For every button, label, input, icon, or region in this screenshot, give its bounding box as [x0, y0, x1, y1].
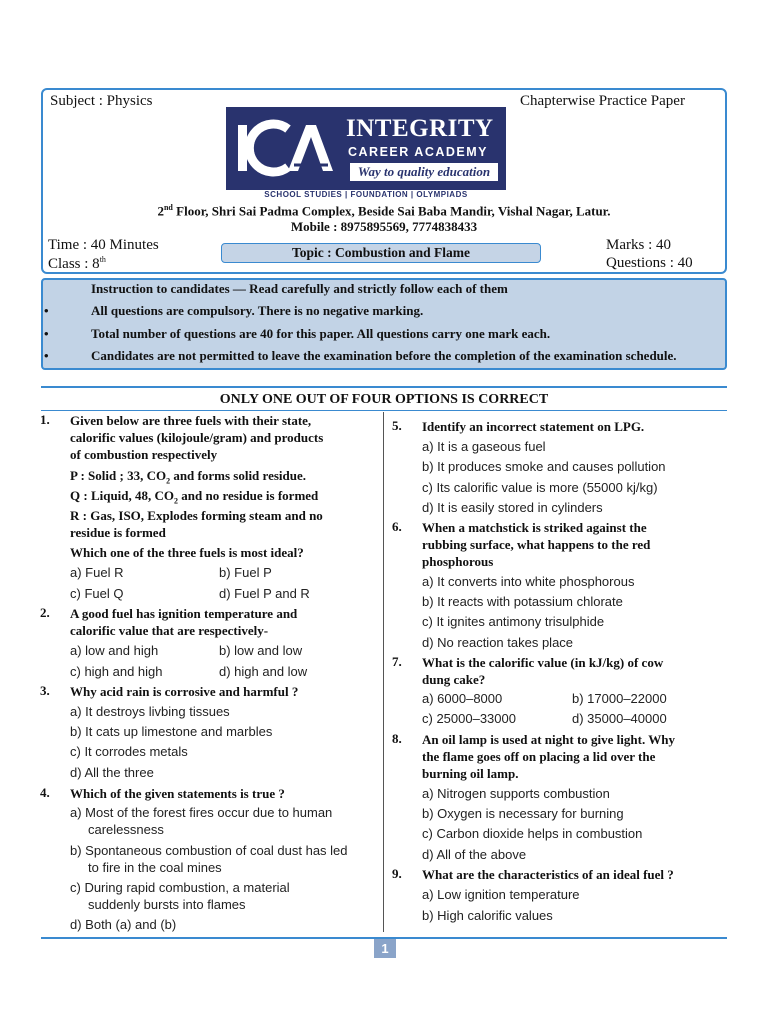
option[interactable]: d) It is easily stored in cylinders: [422, 500, 603, 515]
option[interactable]: c) high and high: [70, 664, 163, 679]
option[interactable]: c) During rapid combustion, a material: [70, 880, 290, 895]
marks-label: Marks : 40: [606, 237, 671, 253]
question-text: Given below are three fuels with their state, calorific values (kilojoule/gram) and products of combustion respectively: [70, 413, 324, 462]
fuel-r-line: R : Gas, ISO, Explodes forming steam and no residue is formed: [70, 508, 323, 540]
column-divider: [383, 412, 384, 932]
question-prompt: Which one of the three fuels is most ideal?: [70, 545, 304, 560]
logo-subtitle: CAREER ACADEMY: [348, 145, 488, 159]
question-number: 6.: [392, 519, 402, 534]
logo-slogan: Way to quality education: [350, 163, 498, 181]
option[interactable]: b) It reacts with potassium chlorate: [422, 594, 623, 609]
option[interactable]: a) Low ignition temperature: [422, 887, 580, 902]
option[interactable]: b) Spontaneous combustion of coal dust has led: [70, 843, 348, 858]
question-number: 9.: [392, 866, 402, 881]
option[interactable]: d) All of the above: [422, 847, 527, 862]
option[interactable]: c) It corrodes metals: [70, 744, 188, 759]
question-number: 1.: [40, 412, 50, 427]
question-text: When a matchstick is striked against the rubbing surface, what happens to the red phosphorous: [422, 520, 651, 569]
option[interactable]: a) low and high: [70, 643, 159, 658]
ica-logo-icon: [236, 115, 334, 181]
option-continued: carelessness: [88, 822, 164, 837]
option[interactable]: d) No reaction takes place: [422, 635, 574, 650]
class-label: Class : 8th: [48, 255, 106, 272]
option[interactable]: c) Fuel Q: [70, 586, 124, 601]
academy-logo: [226, 107, 506, 190]
option[interactable]: d) high and low: [219, 664, 308, 679]
option[interactable]: a) Fuel R: [70, 565, 124, 580]
option[interactable]: a) Nitrogen supports combustion: [422, 786, 610, 801]
option[interactable]: b) High calorific values: [422, 908, 553, 923]
title-divider: [41, 410, 727, 411]
topic-box: Topic : Combustion and Flame: [221, 243, 541, 263]
questions-label: Questions : 40: [606, 255, 693, 271]
section-title: ONLY ONE OUT OF FOUR OPTIONS IS CORRECT: [219, 392, 549, 407]
question-number: 3.: [40, 683, 50, 698]
bullet-icon: •: [44, 326, 49, 341]
option[interactable]: c) 25000–33000: [422, 711, 516, 726]
instruction-item: Candidates are not permitted to leave the examination before the completion of the examination schedule.: [91, 348, 677, 363]
option[interactable]: c) Its calorific value is more (55000 kj/kg): [422, 480, 658, 495]
question-number: 5.: [392, 418, 402, 433]
paper-type-label: Chapterwise Practice Paper: [520, 93, 685, 109]
option[interactable]: a) It converts into white phosphorous: [422, 574, 635, 589]
option[interactable]: a) It destroys livbing tissues: [70, 704, 230, 719]
option[interactable]: d) 35000–40000: [572, 711, 667, 726]
option[interactable]: b) Oxygen is necessary for burning: [422, 806, 624, 821]
question-text: What is the calorific value (in kJ/kg) of cow dung cake?: [422, 655, 664, 687]
question-text: Which of the given statements is true ?: [70, 786, 285, 801]
option[interactable]: d) All the three: [70, 765, 154, 780]
option[interactable]: a) It is a gaseous fuel: [422, 439, 546, 454]
option-continued: suddenly bursts into flames: [88, 897, 246, 912]
fuel-p-line: P : Solid ; 33, $CO_2$ and forms solid residue.: [70, 468, 306, 486]
question-text: Why acid rain is corrosive and harmful ?: [70, 684, 299, 699]
option[interactable]: c) It ignites antimony trisulphide: [422, 614, 605, 629]
question-text: What are the characteristics of an ideal fuel ?: [422, 867, 674, 882]
question-number: 8.: [392, 731, 402, 746]
question-text: Identify an incorrect statement on LPG.: [422, 419, 645, 434]
mobile-numbers: Mobile : 8975895569, 7774838433: [290, 219, 478, 234]
question-text: A good fuel has ignition temperature and calorific value that are respectively-: [70, 606, 298, 638]
option[interactable]: a) Most of the forest fires occur due to human: [70, 805, 333, 820]
option[interactable]: c) Carbon dioxide helps in combustion: [422, 826, 643, 841]
option[interactable]: d) Both (a) and (b): [70, 917, 177, 932]
instructions-heading: Instruction to candidates — Read carefully and strictly follow each of them: [91, 281, 508, 296]
logo-tagline: SCHOOL STUDIES | FOUNDATION | OLYMPIADS: [264, 190, 468, 199]
time-label: Time : 40 Minutes: [48, 237, 159, 253]
option[interactable]: b) It cats up limestone and marbles: [70, 724, 273, 739]
subject-label: Subject : Physics: [50, 93, 153, 109]
instruction-item: Total number of questions are 40 for this paper. All questions carry one mark each.: [91, 326, 551, 341]
option[interactable]: b) Fuel P: [219, 565, 272, 580]
address: 2nd Floor, Shri Sai Padma Complex, Beside Sai Baba Mandir, Vishal Nagar, Latur.: [157, 203, 611, 219]
option[interactable]: a) 6000–8000: [422, 691, 503, 706]
fuel-q-line: Q : Liquid, 48, $CO_2$ and no residue is formed: [70, 488, 319, 506]
bullet-icon: •: [44, 348, 49, 363]
option[interactable]: b) 17000–22000: [572, 691, 667, 706]
question-number: 7.: [392, 654, 402, 669]
logo-title: INTEGRITY: [346, 115, 494, 142]
option-continued: to fire in the coal mines: [88, 860, 222, 875]
question-text: An oil lamp is used at night to give light. Why the flame goes off on placing a lid over the burning oil lamp.: [422, 732, 675, 781]
instruction-item: All questions are compulsory. There is no negative marking.: [91, 303, 424, 318]
top-divider: [41, 386, 727, 388]
page-number: 1: [374, 939, 396, 958]
option[interactable]: b) low and low: [219, 643, 303, 658]
option[interactable]: d) Fuel P and R: [219, 586, 310, 601]
option[interactable]: b) It produces smoke and causes pollution: [422, 459, 666, 474]
bullet-icon: •: [44, 303, 49, 318]
question-number: 4.: [40, 785, 50, 800]
question-number: 2.: [40, 605, 50, 620]
